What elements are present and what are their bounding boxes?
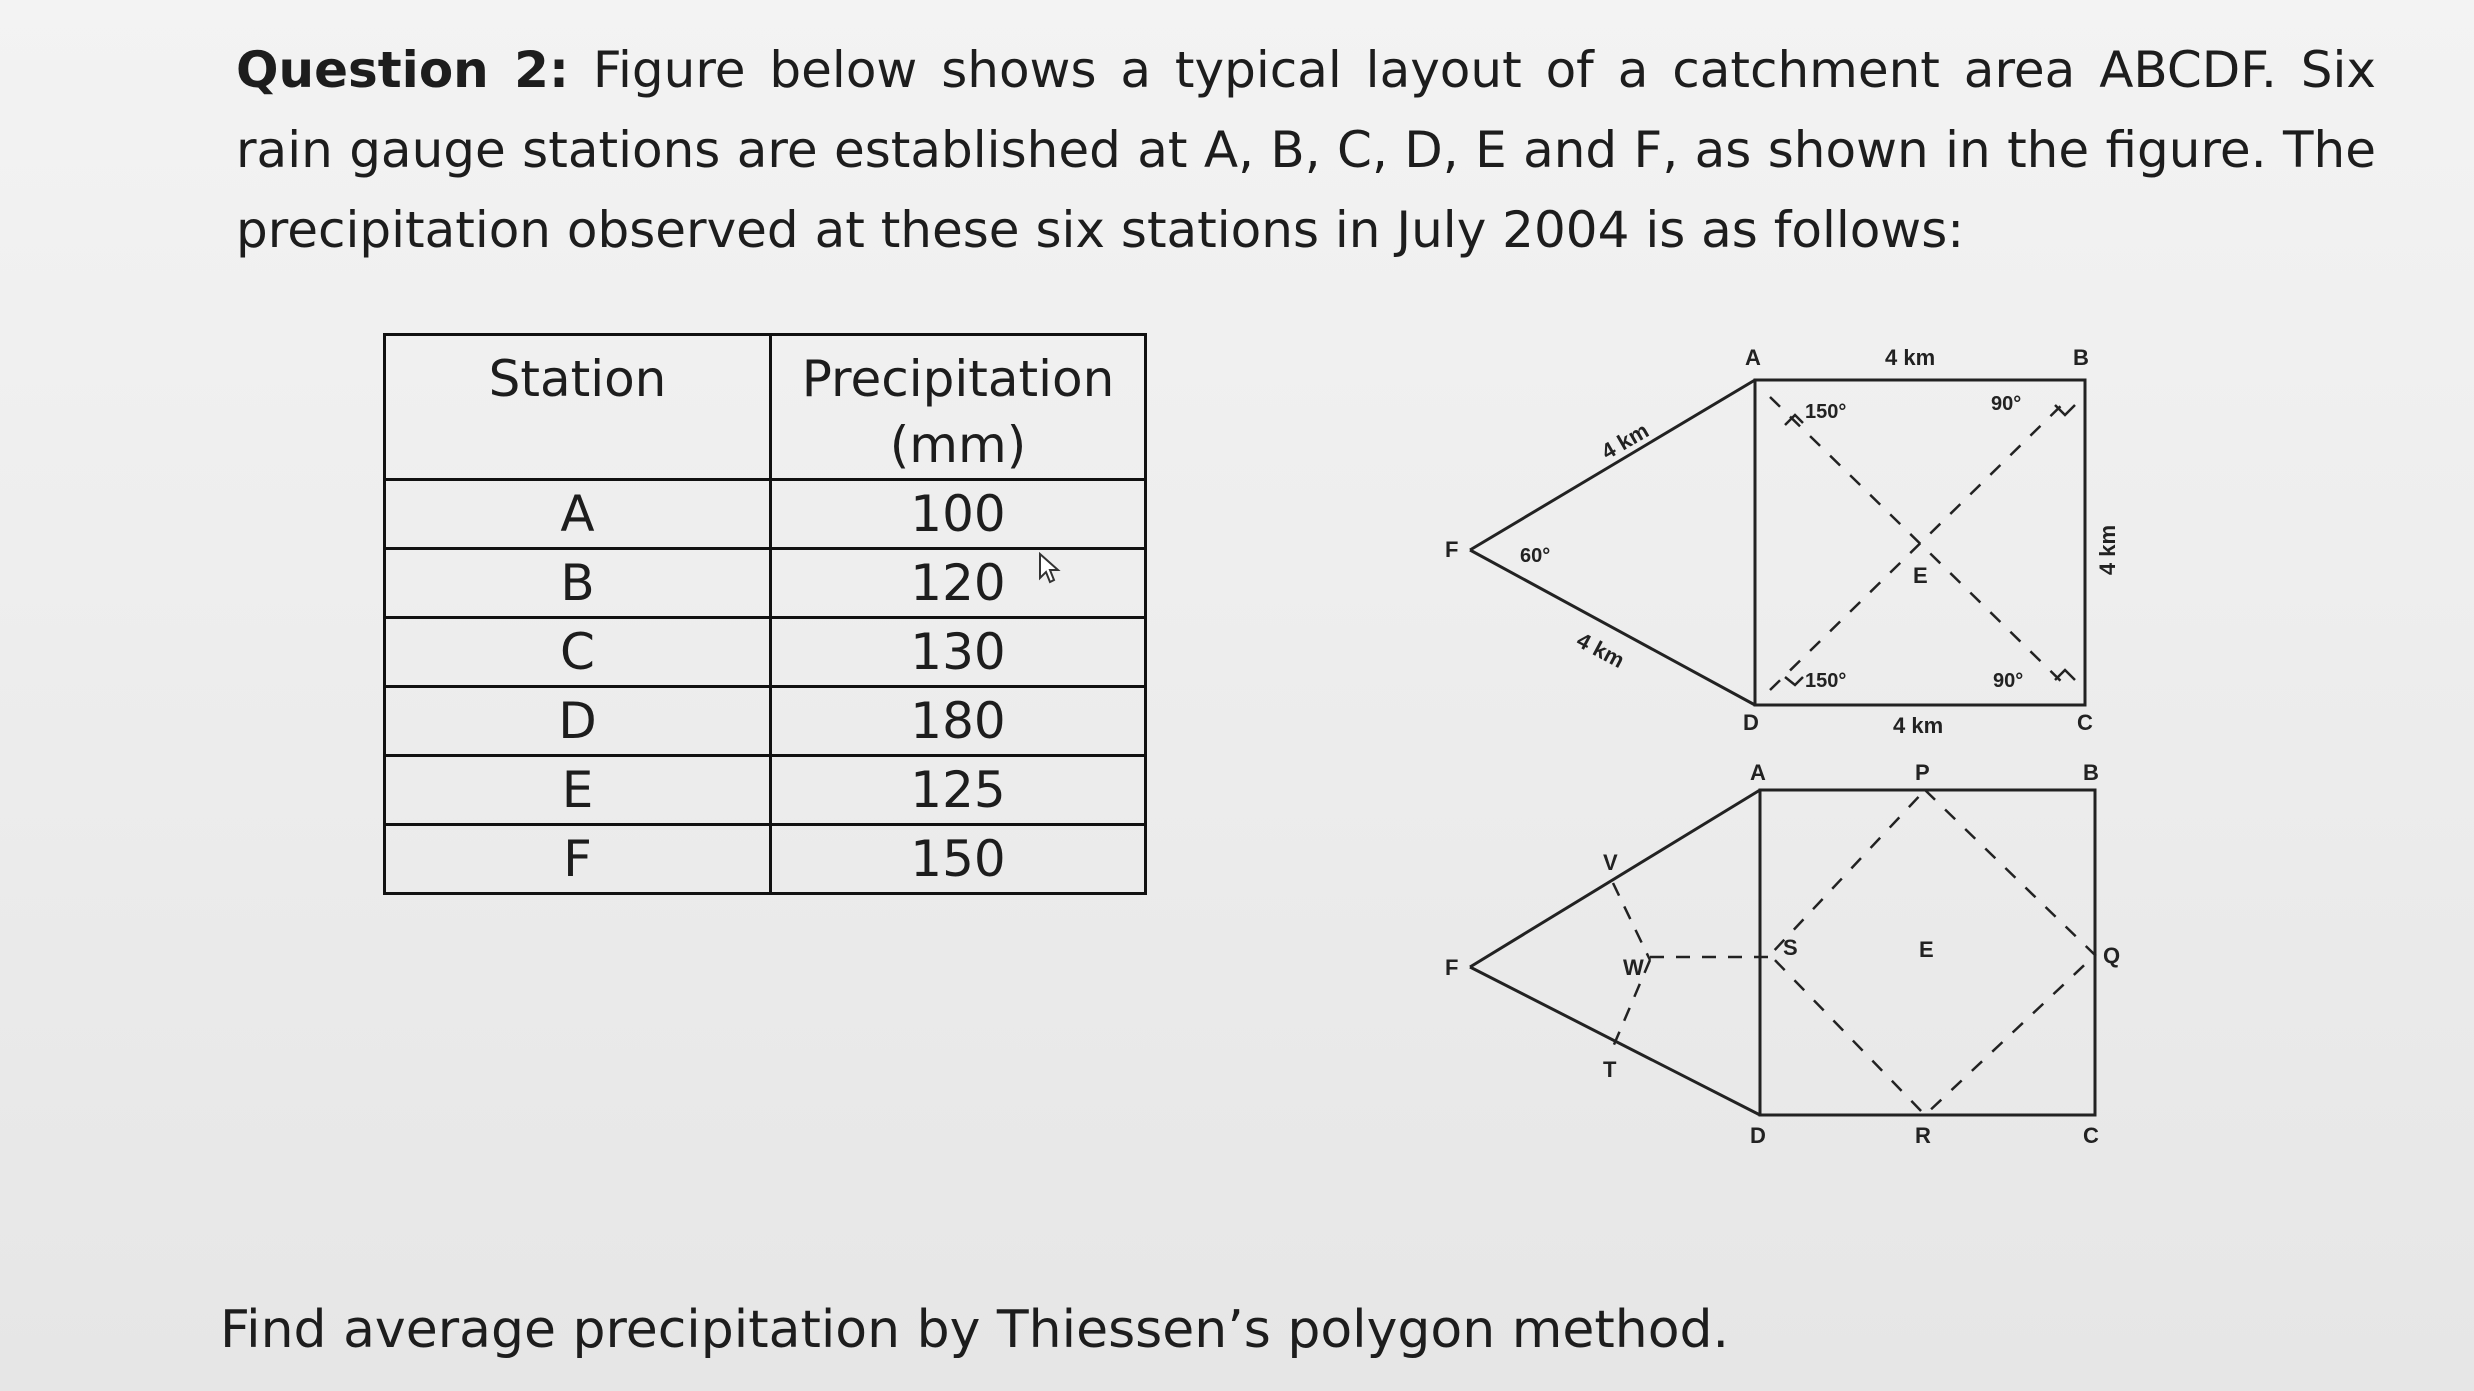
angle-C: 90° [1993,670,2024,692]
dim-AB: 4 km [1885,345,1936,370]
header-precipitation: Precipitation (mm) [771,335,1146,480]
edge-FA [1470,380,1755,550]
catchment-figure [1425,335,2145,1195]
label-B-bottom: B [2083,760,2099,785]
table-row [385,618,1146,687]
label-A: A [1745,345,1761,370]
angle-A: 150° [1805,401,1847,423]
label-C-bottom: C [2083,1123,2099,1148]
question-body: Figure below shows a typical layout of a catchment area ABCDF. Six rain gauge stations are established at A, B, C, D, E and F, as shown in the figure. The precipitation observed at these six stations in July 2004 is as follows: [236,41,2376,259]
top-figure [1470,380,2085,705]
table-row [385,480,1146,549]
question-text [236,30,2376,270]
precip-cell: 130 [771,618,1146,687]
label-A-bottom: A [1750,760,1766,785]
edge-FA-bottom [1470,790,1760,967]
angle-mark [2055,670,2075,680]
angle-D: 150° [1805,670,1847,692]
label-E-bottom: E [1919,937,1934,962]
label-F: F [1445,537,1459,562]
table-row [385,687,1146,756]
footer-instruction: Find average precipitation by Thiessen’s polygon method. [220,1300,1730,1360]
table-row [385,549,1146,618]
station-cell: C [385,618,771,687]
label-C: C [2077,710,2093,735]
precip-cell: 125 [771,756,1146,825]
label-F-bottom: F [1445,955,1459,980]
dim-FA: 4 km [1597,417,1653,465]
label-T: T [1603,1057,1617,1082]
angle-mark [1785,677,1803,685]
precip-cell: 100 [771,480,1146,549]
edge-FD [1470,550,1755,705]
label-D-bottom: D [1750,1123,1766,1148]
label-P: P [1915,760,1930,785]
top-figure-labels [1445,345,2120,738]
dim-FD: 4 km [1572,627,1629,673]
bisector-VW [1613,883,1650,960]
mouse-cursor-icon [1038,552,1062,586]
precip-cell: 180 [771,687,1146,756]
angle-B: 90° [1991,393,2022,415]
dim-BC: 4 km [2095,524,2120,576]
question-label: Question 2: [236,41,569,99]
station-cell: B [385,549,771,618]
precip-cell: 120 [771,549,1146,618]
label-W: W [1623,955,1644,980]
table-header-row [385,335,1146,480]
precip-cell: 150 [771,825,1146,894]
table-row [385,756,1146,825]
station-cell: F [385,825,771,894]
header-station: Station [385,335,771,480]
label-V: V [1603,850,1618,875]
dim-DC: 4 km [1893,713,1944,738]
table-row [385,825,1146,894]
bottom-figure-labels [1445,760,2120,1148]
label-R: R [1915,1123,1931,1148]
label-Q: Q [2103,943,2121,968]
label-S: S [1783,935,1798,960]
precipitation-table [383,333,1147,895]
angle-F: 60° [1520,545,1551,567]
station-cell: E [385,756,771,825]
station-cell: A [385,480,771,549]
label-E: E [1913,563,1928,588]
label-B: B [2073,345,2089,370]
label-D: D [1743,710,1759,735]
station-cell: D [385,687,771,756]
